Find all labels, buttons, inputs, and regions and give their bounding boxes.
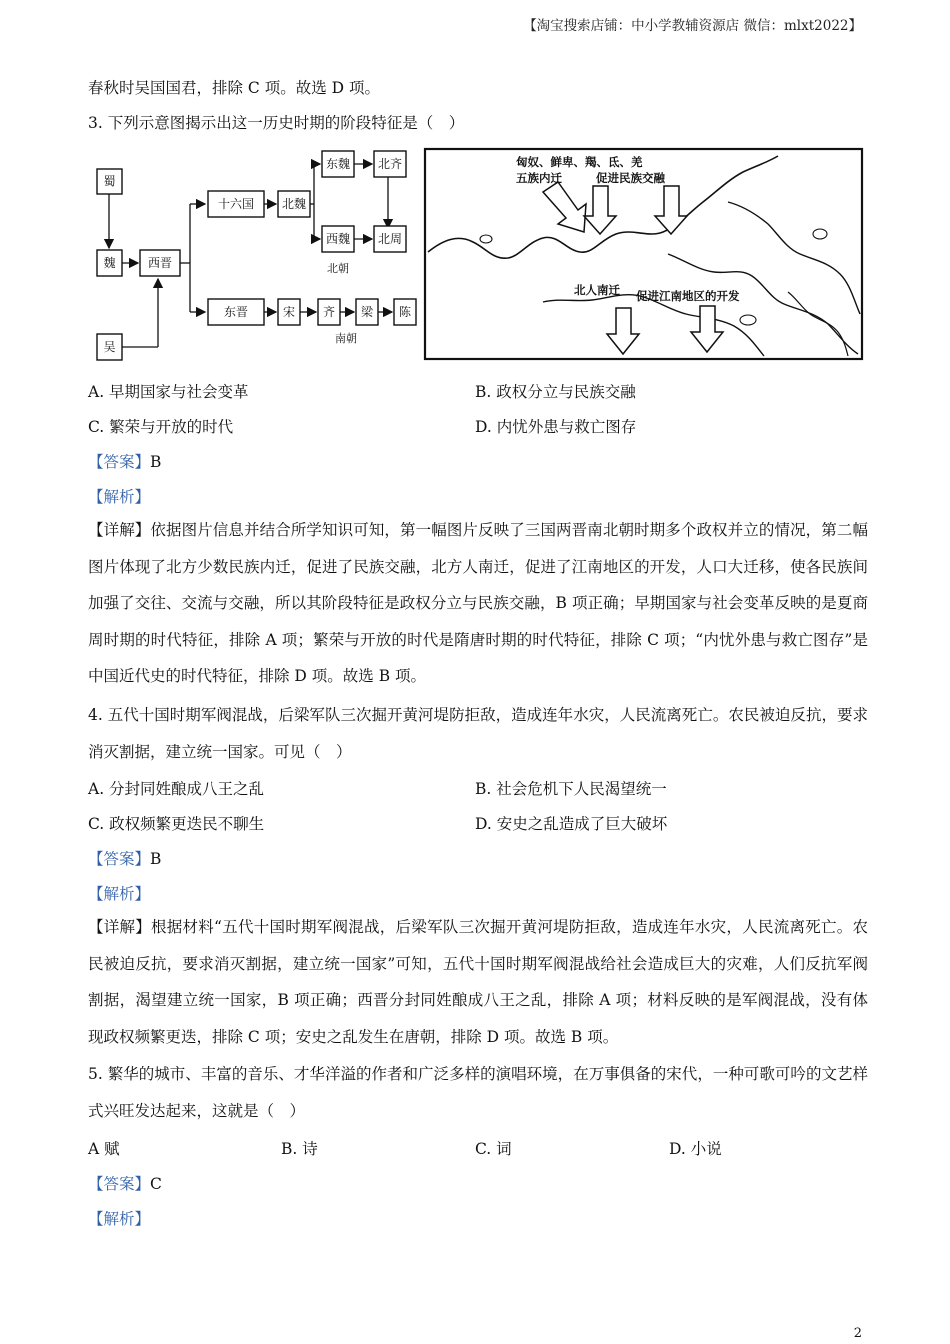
q4-answer-value: B xyxy=(150,850,162,868)
q5-stem: 5. 繁华的城市、丰富的音乐、才华洋溢的作者和广泛多样的演唱环境，在万事俱备的宋代，一种可歌可吟的文艺样式兴旺发达起来，这就是（ ） xyxy=(88,1065,868,1120)
q4-stem: 4. 五代十国时期军阀混战，后梁军队三次掘开黄河堤防拒敌，造成连年水灾，人民流离死亡。农民被迫反抗，要求消灭割据，建立统一国家。可见（ ） xyxy=(88,706,868,761)
box-shu-label: 蜀 xyxy=(103,174,116,189)
q5-answer-tag: 【答案】 xyxy=(88,1175,151,1193)
box-western-jin-label: 西晋 xyxy=(147,256,173,270)
q4-answer-tag: 【答案】 xyxy=(88,850,151,868)
q3-answer xyxy=(88,450,161,472)
box-northern-qi-label: 北齐 xyxy=(377,157,403,171)
q5-option-c: C. 词 xyxy=(475,1140,512,1158)
box-wu-label: 吴 xyxy=(103,340,116,354)
q3-figure xyxy=(88,142,868,367)
north-dynasties-caption: 北朝 xyxy=(327,262,349,275)
page-number: 2 xyxy=(853,1326,862,1341)
box-western-wei-label: 西魏 xyxy=(325,232,351,246)
box-liang-label: 梁 xyxy=(360,305,374,319)
q3-option-b: B. 政权分立与民族交融 xyxy=(475,383,636,401)
q3-option-a: A. 早期国家与社会变革 xyxy=(88,383,249,401)
map-label-five-tribes: 匈奴、鲜卑、羯、氐、羌 xyxy=(516,155,643,169)
map-label-north-south: 北人南迁 xyxy=(574,283,620,297)
box-chen-label: 陈 xyxy=(398,305,412,319)
box-northern-wei-label: 北魏 xyxy=(281,197,307,211)
map-label-jiangnan: 促进江南地区的开发 xyxy=(636,289,740,303)
q5-option-a: A 赋 xyxy=(88,1140,120,1158)
q5-option-d: D. 小说 xyxy=(669,1140,722,1158)
q3-answer-tag: 【答案】 xyxy=(88,453,151,471)
map-label-migration: 五族内迁 xyxy=(516,171,562,185)
box-northern-zhou-label: 北周 xyxy=(377,232,403,246)
q3-option-d: D. 内忧外患与救亡图存 xyxy=(475,418,637,436)
q3-answer-value: B xyxy=(150,453,162,471)
box-sixteen-kingdoms-label: 十六国 xyxy=(217,197,255,211)
q4-answer xyxy=(88,847,161,869)
q3-stem: 3. 下列示意图揭示出这一历史时期的阶段特征是（ ） xyxy=(88,114,465,132)
q3-detail xyxy=(88,512,868,695)
q3-detail-tag: 【详解】 xyxy=(88,521,151,539)
box-eastern-jin-label: 东晋 xyxy=(223,305,249,319)
q3-detail-text: 依据图片信息并结合所学知识可知，第一幅图片反映了三国两晋南北朝时期多个政权并立的情况，第二幅图片体现了北方少数民族内迁，促进了民族交融，北方人南迁，促进了江南地区的开发，人口大迁移，使各民族间加强了交往、交流与交融，所以其阶段特征是政权分立与民族交融，B 项正确；早期国家与社会变革反映的是夏商周时期的时代特征，排除 A 项；繁荣与开放的时代是隋唐时期的时代特征，排除 C 项；“内忧外患与救亡图存”是中国近代史的时代特征，排除 D 项。故选 B 项。 xyxy=(88,521,868,685)
q5-answer xyxy=(88,1172,162,1194)
q4-option-a: A. 分封同姓酿成八王之乱 xyxy=(88,780,265,798)
map-label-ethnic-fusion: 促进民族交融 xyxy=(596,171,665,185)
previous-answer-line: 春秋时吴国国君，排除 C 项。故选 D 项。 xyxy=(88,79,380,97)
page-header: 【淘宝搜索店铺：中小学教辅资源店 微信：mlxt2022】 xyxy=(523,18,862,34)
q4-detail xyxy=(88,909,868,1055)
box-song-label: 宋 xyxy=(282,305,296,319)
q3-analysis-tag: 【解析】 xyxy=(88,488,151,506)
q5-analysis-tag: 【解析】 xyxy=(88,1210,151,1228)
q4-detail-tag: 【详解】 xyxy=(88,918,152,936)
q5-answer-value: C xyxy=(150,1175,162,1193)
q3-option-c: C. 繁荣与开放的时代 xyxy=(88,418,234,436)
box-wei-label: 魏 xyxy=(103,256,116,270)
q4-option-c: C. 政权频繁更迭民不聊生 xyxy=(88,815,265,833)
migration-map xyxy=(425,149,862,359)
box-qi-label: 齐 xyxy=(322,305,336,319)
box-eastern-wei-label: 东魏 xyxy=(325,157,351,171)
q4-option-b: B. 社会危机下人民渴望统一 xyxy=(475,780,667,798)
q3-figure-svg xyxy=(88,142,868,367)
q4-analysis-tag: 【解析】 xyxy=(88,885,151,903)
q4-option-d: D. 安史之乱造成了巨大破坏 xyxy=(475,815,668,833)
q4-detail-text: 根据材料“五代十国时期军阀混战，后梁军队三次掘开黄河堤防拒敌，造成连年水灾，人民流离死亡。农民被迫反抗，要求消灭割据，建立统一国家”可知，五代十国时期军阀混战给社会造成巨大的灾难，人们反抗军阀割据，渴望建立统一国家，B 项正确；西晋分封同姓酿成八王之乱，排除 A 项；材料反映的是军阀混战，没有体现政权频繁更迭，排除 C 项；安史之乱发生在唐朝，排除 D 项。故选 B 项。 xyxy=(88,918,868,1046)
q5-option-b: B. 诗 xyxy=(281,1140,318,1158)
south-dynasties-caption: 南朝 xyxy=(335,332,357,345)
